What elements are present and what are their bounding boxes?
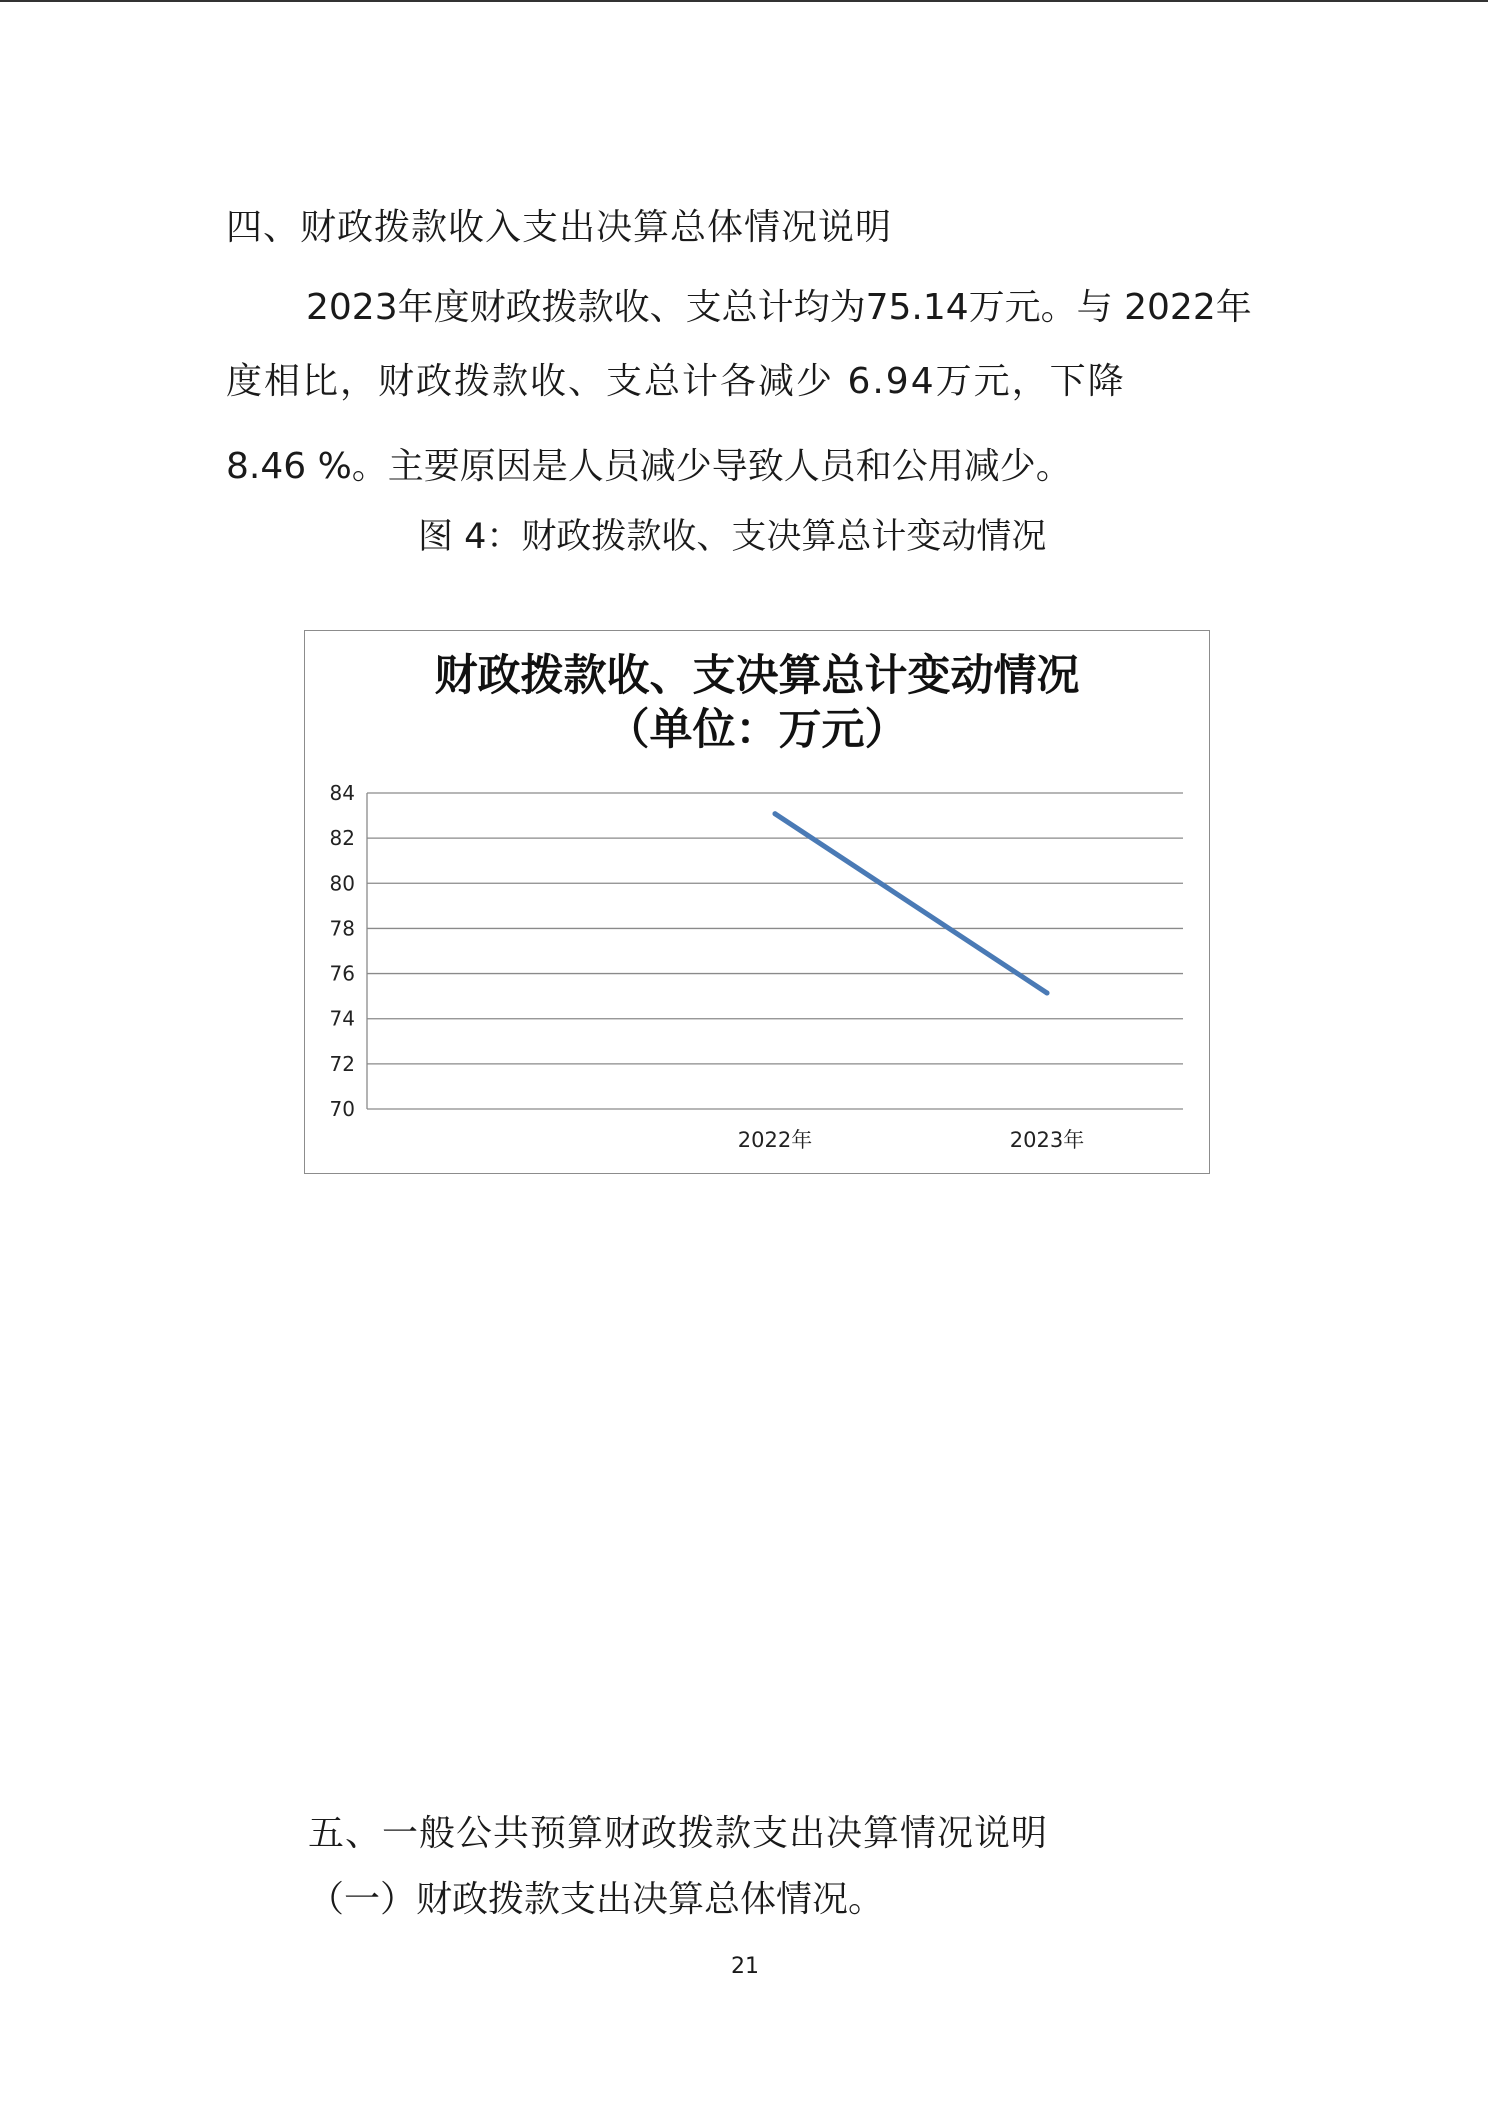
subheading-1: （一）财政拨款支出决算总体情况。 bbox=[308, 1879, 885, 1920]
data-point bbox=[773, 811, 778, 816]
data-point bbox=[1045, 990, 1050, 995]
paragraph-line-2: 度相比，财政拨款收、支总计各减少 6.94万元，下降 bbox=[226, 361, 1126, 402]
chart-plot-svg bbox=[305, 631, 1211, 1175]
y-tick-label: 72 bbox=[329, 1051, 355, 1076]
figure-caption: 图 4：财政拨款收、支决算总计变动情况 bbox=[418, 517, 1047, 557]
y-tick-label: 76 bbox=[329, 961, 355, 986]
paragraph-line-3: 8.46 %。主要原因是人员减少导致人员和公用减少。 bbox=[226, 446, 1072, 487]
chart-title-line-1: 财政拨款收、支决算总计变动情况 bbox=[434, 651, 1080, 701]
x-tick-label: 2022年 bbox=[737, 1128, 813, 1152]
chart-title-line-2: （单位：万元） bbox=[606, 705, 908, 755]
y-tick-label: 78 bbox=[329, 916, 355, 941]
y-tick-label: 74 bbox=[329, 1006, 355, 1031]
line-chart bbox=[304, 630, 1210, 1174]
x-tick-label: 2023年 bbox=[1009, 1128, 1085, 1152]
y-tick-label: 82 bbox=[329, 826, 355, 851]
series-line-0 bbox=[775, 814, 1047, 993]
y-tick-label: 70 bbox=[329, 1097, 355, 1121]
page-top-border bbox=[0, 0, 1488, 2]
paragraph-line-1: 2023年度财政拨款收、支总计均为75.14万元。与 2022年 bbox=[306, 287, 1252, 328]
y-tick-label: 84 bbox=[329, 781, 355, 805]
y-tick-label: 80 bbox=[329, 871, 355, 896]
page-number: 21 bbox=[731, 1954, 759, 1979]
section-heading-5: 五、一般公共预算财政拨款支出决算情况说明 bbox=[308, 1813, 1049, 1854]
section-heading-4: 四、财政拨款收入支出决算总体情况说明 bbox=[226, 207, 893, 248]
